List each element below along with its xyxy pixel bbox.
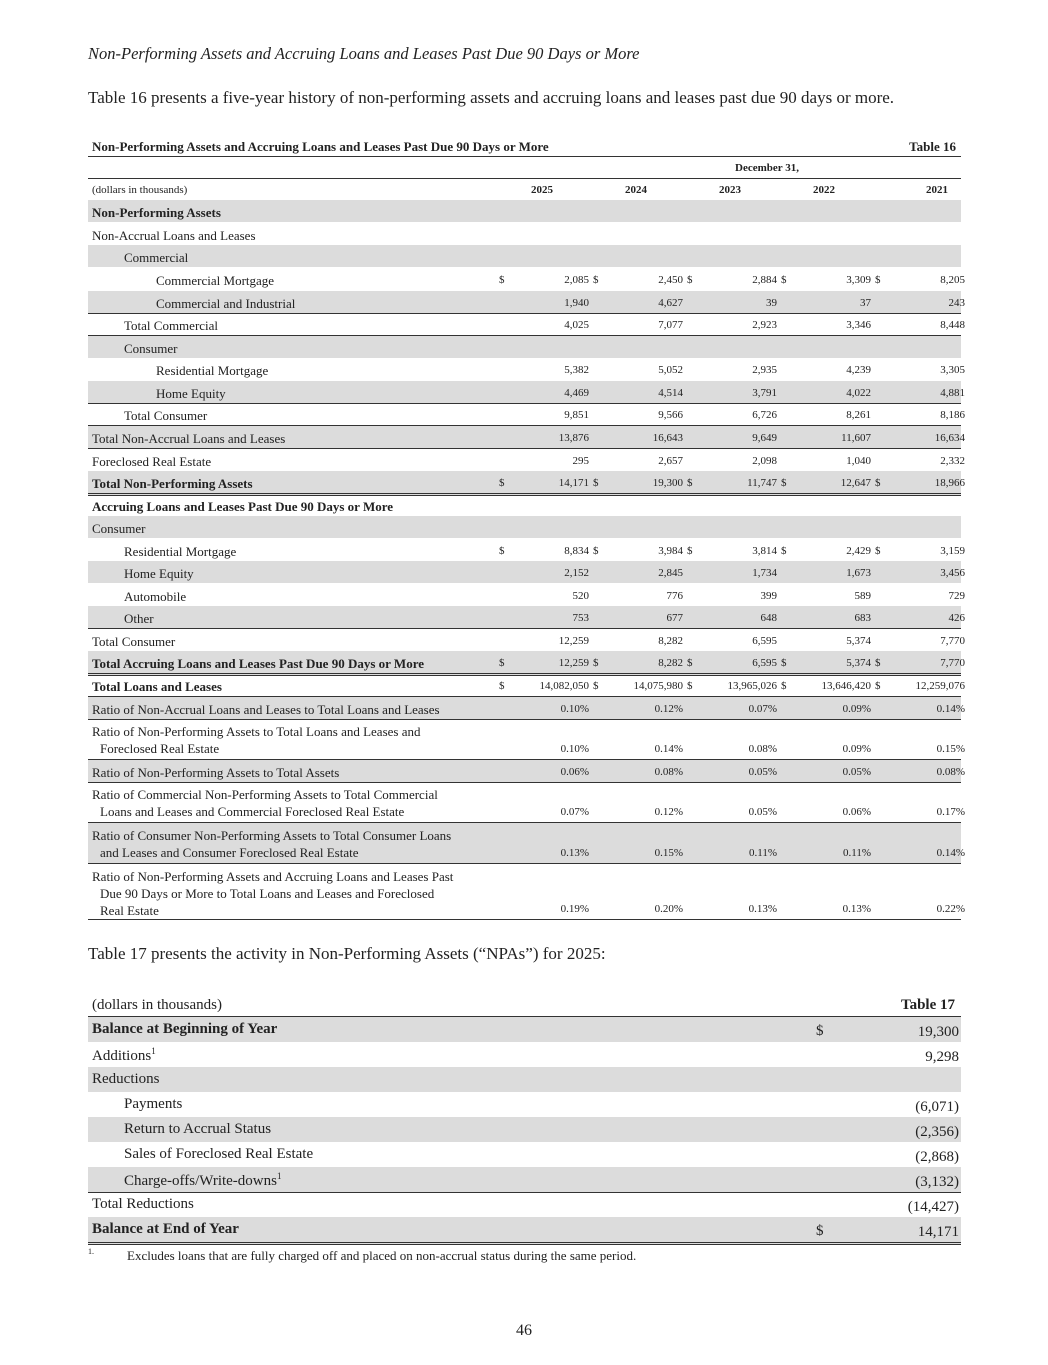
currency-symbol: $ bbox=[687, 545, 693, 557]
cell-value: 12,259 bbox=[558, 635, 589, 647]
currency-symbol: $ bbox=[593, 545, 599, 557]
cell-value: 3,456 bbox=[940, 567, 965, 579]
cell-value: (2,868) bbox=[915, 1149, 959, 1165]
currency-symbol: $ bbox=[816, 1023, 824, 1039]
cell-value: 0.13% bbox=[842, 903, 871, 915]
table17-unit: (dollars in thousands) bbox=[92, 997, 222, 1013]
row-label: Total Non-Performing Assets bbox=[92, 476, 253, 491]
cell-value: 6,726 bbox=[752, 409, 777, 421]
cell-value: 2,845 bbox=[658, 567, 683, 579]
table16-row bbox=[88, 516, 961, 538]
cell-value: 0.14% bbox=[936, 847, 965, 859]
cell-value: 3,159 bbox=[940, 545, 965, 557]
cell-value: 0.17% bbox=[936, 806, 965, 818]
cell-value: 0.09% bbox=[842, 743, 871, 755]
cell-value: 0.15% bbox=[936, 743, 965, 755]
row-label: Non-Accrual Loans and Leases bbox=[92, 228, 256, 243]
table16-row bbox=[88, 449, 965, 472]
cell-value: 3,791 bbox=[752, 387, 777, 399]
currency-symbol: $ bbox=[875, 477, 881, 489]
footnote-text: Excludes loans that are fully charged off and placed on non-accrual status during the same period. bbox=[127, 1248, 637, 1263]
cell-value: (2,356) bbox=[915, 1124, 959, 1140]
cell-value: 19,300 bbox=[652, 477, 683, 489]
row-label: Return to Accrual Status bbox=[124, 1121, 272, 1137]
table17-row bbox=[88, 1017, 961, 1042]
table17-row bbox=[88, 1192, 961, 1218]
cell-value: 3,309 bbox=[846, 274, 871, 286]
cell-value: 7,770 bbox=[940, 657, 965, 669]
table16-row bbox=[88, 223, 961, 245]
cell-value: 0.10% bbox=[560, 703, 589, 715]
currency-symbol: $ bbox=[781, 545, 787, 557]
cell-value: 2,935 bbox=[752, 364, 777, 376]
cell-value: 2,098 bbox=[752, 455, 777, 467]
table16-row bbox=[88, 561, 965, 583]
cell-value: 12,647 bbox=[840, 477, 871, 489]
cell-value: 753 bbox=[572, 612, 589, 624]
currency-symbol: $ bbox=[687, 274, 693, 286]
cell-value: 0.13% bbox=[748, 903, 777, 915]
currency-symbol: $ bbox=[875, 657, 881, 669]
cell-value: 8,186 bbox=[940, 409, 965, 421]
cell-value: 0.13% bbox=[560, 847, 589, 859]
currency-symbol: $ bbox=[781, 477, 787, 489]
row-label: Total Loans and Leases bbox=[92, 679, 222, 694]
table16-row bbox=[88, 697, 965, 720]
cell-value: 4,881 bbox=[940, 387, 965, 399]
currency-symbol: $ bbox=[687, 477, 693, 489]
row-label: Residential Mortgage bbox=[156, 363, 269, 378]
table16-row bbox=[88, 629, 965, 652]
cell-value: 295 bbox=[572, 455, 589, 467]
cell-value: 16,634 bbox=[934, 432, 965, 444]
currency-symbol: $ bbox=[781, 680, 787, 692]
row-label: Home Equity bbox=[156, 386, 226, 401]
cell-value: 0.08% bbox=[748, 743, 777, 755]
table16-row bbox=[88, 471, 965, 496]
table17-row bbox=[88, 1117, 961, 1142]
row-label: Payments bbox=[124, 1096, 183, 1112]
cell-value: 14,075,980 bbox=[633, 680, 683, 692]
year-header: 2022 bbox=[813, 184, 835, 196]
table16-row bbox=[88, 606, 965, 629]
cell-value: 426 bbox=[948, 612, 965, 624]
row-label: Non-Performing Assets bbox=[92, 205, 221, 220]
row-label: Total Commercial bbox=[124, 318, 219, 333]
footnote-ref: 1 bbox=[276, 1171, 282, 1181]
cell-value: 8,282 bbox=[658, 635, 683, 647]
cell-value: 2,332 bbox=[940, 455, 965, 467]
cell-value: 5,374 bbox=[846, 635, 871, 647]
table16-row bbox=[88, 358, 965, 380]
cell-value: 683 bbox=[854, 612, 871, 624]
intro-paragraph: Table 16 presents a five-year history of non-performing assets and accruing loans and leases past due 90 days or more. bbox=[88, 88, 895, 107]
cell-value: 0.08% bbox=[654, 766, 683, 778]
table16-title: Non-Performing Assets and Accruing Loans and Leases Past Due 90 Days or More bbox=[92, 139, 549, 154]
row-label: Ratio of Consumer Non-Performing Assets to Total Consumer Loans and Leases and Consumer Foreclosed Real Estate bbox=[92, 828, 452, 860]
cell-value: 0.11% bbox=[842, 847, 871, 859]
cell-value: 1,734 bbox=[752, 567, 777, 579]
cell-value: 589 bbox=[854, 590, 871, 602]
row-label: Balance at End of Year bbox=[92, 1221, 239, 1237]
table17-row bbox=[88, 1042, 961, 1067]
cell-value: 399 bbox=[760, 590, 777, 602]
row-label: Ratio of Non-Performing Assets to Total Loans and Leases and Foreclosed Real Estate bbox=[92, 724, 421, 756]
cell-value: 12,259 bbox=[558, 657, 589, 669]
row-label: Total Accruing Loans and Leases Past Due 90 Days or More bbox=[92, 656, 424, 671]
table17-row bbox=[88, 1217, 961, 1245]
cell-value: 0.07% bbox=[560, 806, 589, 818]
table16-row bbox=[88, 823, 965, 864]
cell-value: 0.14% bbox=[654, 743, 683, 755]
table17-number: Table 17 bbox=[900, 997, 955, 1013]
currency-symbol: $ bbox=[499, 477, 505, 489]
row-label: Other bbox=[124, 611, 154, 626]
cell-value: 5,382 bbox=[564, 364, 589, 376]
cell-value: 4,022 bbox=[846, 387, 871, 399]
row-label: Sales of Foreclosed Real Estate bbox=[124, 1146, 314, 1162]
table16-row bbox=[88, 403, 965, 426]
currency-symbol: $ bbox=[781, 657, 787, 669]
cell-value: 0.12% bbox=[654, 703, 683, 715]
table16-row bbox=[88, 539, 965, 561]
table16-row bbox=[88, 268, 965, 290]
section-title: Non-Performing Assets and Accruing Loans and Leases Past Due 90 Days or More bbox=[88, 44, 640, 63]
row-label: Consumer bbox=[124, 341, 178, 356]
footnote-marker: 1. bbox=[88, 1247, 94, 1256]
cell-value: 0.07% bbox=[748, 703, 777, 715]
table16-row bbox=[88, 651, 965, 676]
cell-value: 4,627 bbox=[658, 297, 683, 309]
cell-value: 0.09% bbox=[842, 703, 871, 715]
cell-value: 1,673 bbox=[846, 567, 871, 579]
row-label: Total Consumer bbox=[124, 408, 208, 423]
year-header: 2023 bbox=[719, 184, 741, 196]
cell-value: 0.05% bbox=[748, 806, 777, 818]
table16-header bbox=[88, 138, 961, 157]
row-label: Commercial Mortgage bbox=[156, 273, 275, 288]
cell-value: 5,374 bbox=[846, 657, 871, 669]
cell-value: 2,884 bbox=[752, 274, 777, 286]
cell-value: 8,205 bbox=[940, 274, 965, 286]
cell-value: 13,876 bbox=[558, 432, 589, 444]
table17-row bbox=[88, 1067, 961, 1092]
row-label: Foreclosed Real Estate bbox=[92, 454, 212, 469]
table16-row bbox=[88, 245, 961, 267]
table16-row bbox=[88, 313, 965, 336]
cell-value: 7,770 bbox=[940, 635, 965, 647]
cell-value: 39 bbox=[766, 297, 777, 309]
cell-value: 9,649 bbox=[752, 432, 777, 444]
table17-row bbox=[88, 1092, 961, 1117]
cell-value: 11,607 bbox=[841, 432, 871, 444]
cell-value: 0.06% bbox=[842, 806, 871, 818]
cell-value: 12,259,076 bbox=[915, 680, 965, 692]
cell-value: 0.05% bbox=[748, 766, 777, 778]
table17-row bbox=[88, 1167, 961, 1193]
cell-value: 7,077 bbox=[658, 319, 683, 331]
cell-value: (14,427) bbox=[907, 1199, 959, 1215]
currency-symbol: $ bbox=[593, 274, 599, 286]
table16-unit: (dollars in thousands) bbox=[92, 184, 188, 196]
row-label: Balance at Beginning of Year bbox=[92, 1021, 278, 1037]
cell-value: 3,346 bbox=[846, 319, 871, 331]
cell-value: 677 bbox=[666, 612, 683, 624]
cell-value: 2,450 bbox=[658, 274, 683, 286]
currency-symbol: $ bbox=[781, 274, 787, 286]
row-label: Total Reductions bbox=[92, 1196, 194, 1212]
table16-date-header: December 31, bbox=[735, 162, 799, 174]
cell-value: 18,966 bbox=[934, 477, 965, 489]
cell-value: 243 bbox=[948, 297, 965, 309]
currency-symbol: $ bbox=[687, 657, 693, 669]
cell-value: 2,152 bbox=[564, 567, 589, 579]
row-label: Residential Mortgage bbox=[124, 544, 237, 559]
cell-value: 4,514 bbox=[658, 387, 683, 399]
table16-number: Table 16 bbox=[909, 139, 956, 154]
cell-value: 0.11% bbox=[748, 847, 777, 859]
currency-symbol: $ bbox=[816, 1223, 824, 1239]
footnote-ref: 1 bbox=[151, 1046, 156, 1056]
cell-value: 0.12% bbox=[654, 806, 683, 818]
table16-row bbox=[88, 426, 965, 449]
page-number: 46 bbox=[516, 1322, 532, 1339]
table16-row bbox=[88, 291, 965, 314]
cell-value: 6,595 bbox=[752, 657, 777, 669]
currency-symbol: $ bbox=[687, 680, 693, 692]
table16-row bbox=[88, 200, 961, 222]
table16-row bbox=[88, 719, 965, 760]
cell-value: 2,923 bbox=[752, 319, 777, 331]
cell-value: 16,643 bbox=[652, 432, 683, 444]
cell-value: 4,239 bbox=[846, 364, 871, 376]
year-header: 2024 bbox=[625, 184, 647, 196]
row-label: Consumer bbox=[92, 521, 146, 536]
cell-value: 14,082,050 bbox=[539, 680, 589, 692]
cell-value: 19,300 bbox=[917, 1024, 959, 1040]
row-label: Ratio of Non-Performing Assets to Total Assets bbox=[92, 765, 340, 780]
cell-value: 0.20% bbox=[654, 903, 683, 915]
row-label: Commercial and Industrial bbox=[156, 296, 296, 311]
currency-symbol: $ bbox=[593, 657, 599, 669]
table17-row bbox=[88, 1142, 961, 1167]
table16-row bbox=[88, 584, 965, 606]
cell-value: (6,071) bbox=[915, 1099, 959, 1115]
cell-value: 13,646,420 bbox=[821, 680, 871, 692]
cell-value: (3,132) bbox=[915, 1174, 959, 1190]
cell-value: 648 bbox=[760, 612, 777, 624]
cell-value: 0.06% bbox=[560, 766, 589, 778]
cell-value: 9,566 bbox=[658, 409, 683, 421]
table16-row bbox=[88, 494, 961, 516]
cell-value: 776 bbox=[666, 590, 683, 602]
cell-value: 4,469 bbox=[564, 387, 589, 399]
cell-value: 0.22% bbox=[936, 903, 965, 915]
currency-symbol: $ bbox=[875, 274, 881, 286]
cell-value: 37 bbox=[860, 297, 871, 309]
currency-symbol: $ bbox=[499, 274, 505, 286]
cell-value: 0.08% bbox=[936, 766, 965, 778]
cell-value: 0.15% bbox=[654, 847, 683, 859]
cell-value: 14,171 bbox=[558, 477, 589, 489]
table16-row bbox=[88, 336, 961, 358]
table17-header bbox=[88, 996, 961, 1017]
row-label: Total Consumer bbox=[92, 634, 176, 649]
cell-value: 9,851 bbox=[564, 409, 589, 421]
cell-value: 1,040 bbox=[846, 455, 871, 467]
cell-value: 8,448 bbox=[940, 319, 965, 331]
table17-intro: Table 17 presents the activity in Non-Performing Assets (“NPAs”) for 2025: bbox=[88, 944, 606, 963]
row-label: Accruing Loans and Leases Past Due 90 Days or More bbox=[92, 499, 394, 514]
cell-value: 0.19% bbox=[560, 903, 589, 915]
row-label: Additions$^1$ bbox=[92, 1046, 156, 1064]
cell-value: 1,940 bbox=[564, 297, 589, 309]
table16-row bbox=[88, 864, 965, 920]
currency-symbol: $ bbox=[875, 680, 881, 692]
table16-row bbox=[88, 674, 965, 699]
year-header: 2021 bbox=[926, 184, 948, 196]
cell-value: 6,595 bbox=[752, 635, 777, 647]
table16-row bbox=[88, 381, 965, 404]
row-label: Ratio of Commercial Non-Performing Assets to Total Commercial Loans and Leases and Commercial Foreclosed Real Estate bbox=[92, 787, 438, 819]
cell-value: 0.10% bbox=[560, 743, 589, 755]
cell-value: 2,085 bbox=[564, 274, 589, 286]
table16-date-header-row bbox=[88, 158, 961, 179]
cell-value: 3,814 bbox=[752, 545, 777, 557]
currency-symbol: $ bbox=[875, 545, 881, 557]
row-label: Home Equity bbox=[124, 566, 194, 581]
cell-value: 2,429 bbox=[846, 545, 871, 557]
cell-value: 14,171 bbox=[917, 1224, 959, 1240]
cell-value: 8,282 bbox=[658, 657, 683, 669]
year-header: 2025 bbox=[531, 184, 553, 196]
cell-value: 0.05% bbox=[842, 766, 871, 778]
cell-value: 2,657 bbox=[658, 455, 683, 467]
row-label: Commercial bbox=[124, 250, 189, 265]
row-label: Charge-offs/Write-downs$^1$ bbox=[124, 1171, 282, 1189]
currency-symbol: $ bbox=[593, 680, 599, 692]
currency-symbol: $ bbox=[499, 657, 505, 669]
cell-value: 5,052 bbox=[658, 364, 683, 376]
row-label: Total Non-Accrual Loans and Leases bbox=[92, 431, 286, 446]
cell-value: 3,984 bbox=[658, 545, 683, 557]
row-label: Ratio of Non-Accrual Loans and Leases to Total Loans and Leases bbox=[92, 702, 440, 717]
currency-symbol: $ bbox=[499, 680, 505, 692]
table16-row bbox=[88, 782, 965, 823]
cell-value: 520 bbox=[572, 590, 589, 602]
cell-value: 8,834 bbox=[564, 545, 589, 557]
currency-symbol: $ bbox=[499, 545, 505, 557]
table16-year-row bbox=[88, 180, 961, 201]
cell-value: 729 bbox=[948, 590, 965, 602]
cell-value: 11,747 bbox=[747, 477, 777, 489]
cell-value: 9,298 bbox=[925, 1049, 959, 1065]
currency-symbol: $ bbox=[593, 477, 599, 489]
cell-value: 8,261 bbox=[846, 409, 871, 421]
row-label: Automobile bbox=[124, 589, 187, 604]
table16-row bbox=[88, 760, 965, 783]
row-label: Reductions bbox=[92, 1071, 160, 1087]
row-label: Ratio of Non-Performing Assets and Accruing Loans and Leases Past Due 90 Days or More to Total Loans and Leases and Foreclosed Real Estate bbox=[92, 869, 454, 918]
cell-value: 4,025 bbox=[564, 319, 589, 331]
cell-value: 0.14% bbox=[936, 703, 965, 715]
cell-value: 13,965,026 bbox=[727, 680, 777, 692]
cell-value: 3,305 bbox=[940, 364, 965, 376]
